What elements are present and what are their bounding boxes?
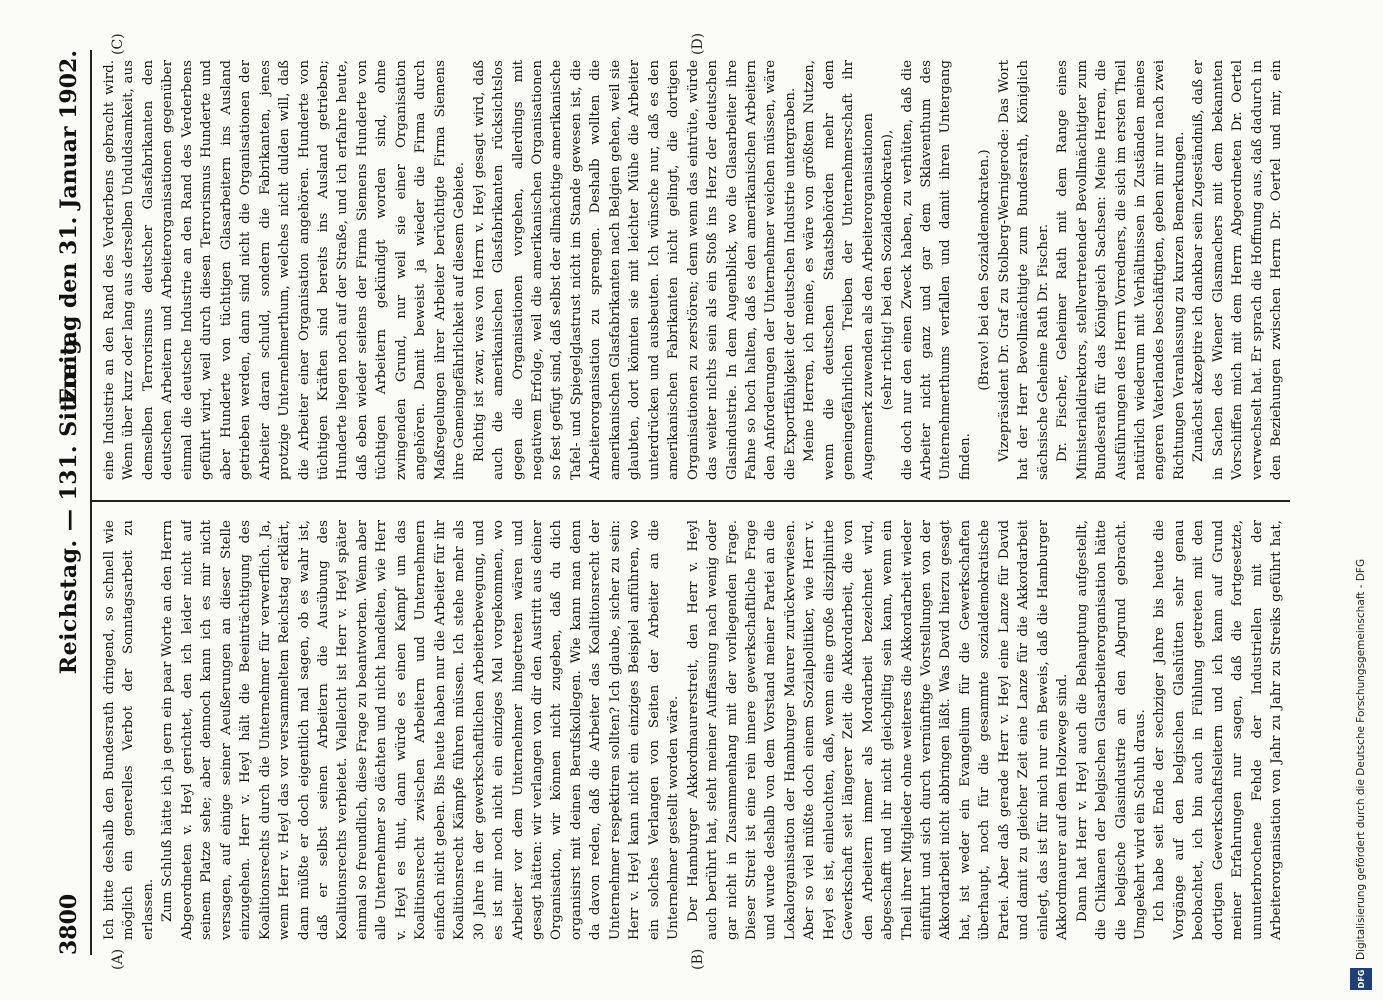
speaker-paragraph: Dr. Fischer, Geheimer Rath mit dem Range eines Ministerialdirektors, stellvertretender Bevollmächtigter zum Bundesrath für das Königreich Sachsen: Meine Herren, die Ausführungen des Herrn Vorredners, die sich im ersten Theil natürlich wiederum mit Verhältnissen in Zuständen meines engeren Vaterlandes beschäftigten, geben mir nur nach zwei Richtungen Veranlassung zu kurzen Bemerkungen. [1055,60,1187,480]
paragraph: Dann hat Herr v. Heyl auch die Behauptung aufgestellt, die Chikanen der belgischen Glasarbeiterorganisation hätte die belgische Glasindustrie an den Abgrund gebracht. Umgekehrt wird ein Schuh draus. [1074,520,1149,940]
page-header [48,50,88,955]
session-title: Reichstag. — 131. Sitzung. [56,330,82,675]
paragraph: Zunächst akzeptire ich dankbar sein Zugeständniß, daß er in Sachen des Wiener Glasmachers mit dem bekannten Vorschiffen mich mit dem Herrn Abgeordneten Dr. Oertel verwechselt hat. Er sprach die Hoffnung aus, daß dadurch in den Beziehungen zwischen Herrn Dr. Oertel und mir, ein [1191,60,1285,480]
left-column [100,520,1290,940]
paragraph: die doch nur den einen Zweck haben, zu verhüten, daß die Arbeiter nicht ganz und gar dem Sklaventhum des Unternehmerthums verfallen und damit ihren Untergang finden. [899,60,973,480]
speaker-paragraph: Vizepräsident Dr. Graf zu Stolberg-Wernigerode: Das Wort hat der Herr Bevollmächtigte zum Bundesrath, Königlich sächsische Geheime Rath Dr. Fischer. [996,60,1051,480]
paragraph: eine Industrie an den Rand des Verderbens gebracht wird. Wenn über kurz oder lang aus derselben Unduldsamkeit, aus demselben Terrorismus deutscher Glasfabrikanten den deutschen Arbeitern und Arbeiterorganisationen gegenüber einmal die deutsche Industrie an den Rand des Verderbens geführt wird, weil durch diesen Terrorismus Hunderte und aber Hunderte von tüchtigen Glasarbeitern ins Ausland getrieben werden, dann sind nicht die Organisationen der Arbeiter daran schuld, sondern die Fabrikanten, jenes protzige Unternehmerthum, welches nicht dulden will, daß die Arbeiter einer Organisation angehören. Hunderte von tüchtigen Kräften sind bereits ins Ausland getrieben; Hunderte liegen noch auf der Straße, und ich erfahre heute, daß eben wieder seitens der Firma Siemens Hunderte von tüchtigen Arbeitern gekündigt worden sind, ohne zwingenden Grund, nur weil sie einer Organisation angehören. Damit beweist ja wieder die Firma durch Maßregelungen ihrer Arbeiter berüchtigte Firma Siemens ihre Gemeingefährlichkeit auf diesem Gebiete. [102,60,468,480]
margin-letter-d: (D) [690,32,706,55]
right-column [100,60,1290,480]
interjection: (Bravo! bei den Sozialdemokraten.) [977,149,993,391]
digitization-credit: Digitalisierung gefördert durch die Deutsche Forschungsgemeinschaft - DFG [1355,558,1367,960]
page-number: 3800 [56,893,82,955]
paragraph: Richtig ist zwar, was von Herrn v. Heyl gesagt wird, daß auch die amerikanischen Glasfabrikanten rücksichtslos gegen die Organisationen vorgehen, allerdings mit negativem Erfolge, weil die amerikanischen Organisationen so fest gefügt sind, daß selbst der allmächtige amerikanische Tafel- und Spiegelglastrust nicht im Stande gewesen ist, die Arbeiterorganisation zu sprengen. Deshalb wollten die amerikanischen Glasfabrikanten nach Belgien gehen, weil sie glaubten, dort könnten sie mit leichter Mühe die Arbeiter unterdrücken und ausbeuten. Ich wünsche nur, daß es den amerikanischen Fabrikanten nicht gelingt, die dortigen Organisationen zu zerstören; denn wenn das eintrüte, würde das weiter nichts sein als ein Stoß ins Herz der deutschen Glasindustrie. In dem Augenblick, wo die Glasarbeiter ihre Fahne so hoch halten, daß es den amerikanischen Arbeitern den Anforderungen der Unternehmer weichen müssen, wäre die Exportfähigkeit der deutschen Industrie untergraben. [471,60,798,480]
paragraph: Meine Herren, ich meine, es wäre von größtem Nutzen, wenn die deutschen Staatsbehörden mehr dem gemeingefährlichen Treiben der Unternehmerschaft ihr Augenmerk zuwenden als den Arbeiterorganisationen [802,60,876,480]
paragraph: Der Hamburger Akkordmaurerstreit, den Herr v. Heyl auch berührt hat, steht meiner Auffassung nach wenig oder gar nicht in Zusammenhang mit der vorliegenden Frage. Dieser Streit ist eine rein innere gewerkschaftliche Frage und wurde deshalb von dem Vorstand meiner Partei an die Lokalorganisation der Hamburger Maurer zurückverwiesen. Aber so viel müßte doch einem Sozialpolitiker, wie Herr v. Heyl es ist, einleuchten, daß, wenn eine große disziplinirte Gewerkschaft seit längerer Zeit die Akkordarbeit, die von den Arbeitern immer als Mordarbeit bezeichnet wird, abgeschafft und ihr nicht gleichgiltig sein kann, wenn ein Theil ihrer Mitglieder ohne weiteres die Akkordarbeit wieder einführt und sich durch vernünftige Vorstellungen von der Akkordarbeit nicht abbringen läßt. Was David hierzu gesagt hat, ist weder ein Evangelium für die Gewerkschaften überhaupt, noch für die gesammte sozialdemokratische Partei. Aber daß gerade Herr v. Heyl eine Lanze für David und damit zu gleicher Zeit eine Lanze für die Akkordarbeit einlegt, das ist für mich nur ein Beweis, daß die Hamburger Akkordmaurer auf dem Holzwege sind. [685,520,1071,940]
column-rule [90,501,1290,503]
margin-letter-b: (B) [690,948,706,970]
paragraph: Ich habe seit Ende der sechziger Jahre bis heute die Vorgänge auf den belgischen Glashütten sehr genau beobachtet, ich bin auch in Fühlung getreten mit den dortigen Gewerkschaftsleitern und ich kann auf Grund meiner Erfahrungen nur sagen, daß die fortgesetzte, ununterbrochene Fehde der Industriellen mit der Arbeiterorganisation von Jahr zu Jahr zu Streiks geführt hat, [1152,520,1285,940]
dfg-logo: DFG [1350,968,1372,990]
margin-letter-c: (C) [110,33,126,55]
header-rule [90,50,92,955]
margin-letter-a: (A) [110,948,126,970]
date-line: Freitag den 31. Januar 1902. [56,50,82,405]
paragraph: Zum Schluß hätte ich ja gern ein paar Worte an den Herrn Abgeordneten v. Heyl gerichtet, den ich leider nicht auf seinem Platze sehe; aber dennoch kann ich es mir nicht versagen, auf einige seiner Aeußerungen an dieser Stelle einzugehen. Herr v. Heyl hält die Beeinträchtigung des Koalitionsrechts durch die Unternehmer für verwerflich. Ja, wenn Herr v. Heyl das vor versammeltem Reichstag erklärt, dann müßte er doch eigentlich mal sagen, ob es wahr ist, daß er selbst seinen Arbeitern die Ausübung des Koalitionsrechts verbietet. Vielleicht ist Herr v. Heyl später einmal so freundlich, diese Frage zu beantworten. Wenn aber alle Unternehmer so dächten und nicht handelten, wie Herr v. Heyl es thut, dann würde es einen Kampf um das Koalitionsrecht zwischen Arbeitern und Unternehmern einfach nicht geben. Bis heute haben nur die Arbeiter für ihr Koalitionsrecht Kämpfe führen müssen. Ich stehe mehr als 30 Jahre in der gewerkschaftlichen Arbeiterbewegung, und es ist mir noch nicht ein einziges Mal vorgekommen, wo Arbeiter vor dem Unternehmer hingetreten wären und gesagt hätten: wir verlangen von dir den Austritt aus deiner Organisation, wir können nicht zugeben, daß du dich organisirst mit deinen Berufskollegen. Wie kann man denn da davon reden, daß die Arbeiter das Koalitionsrecht der Unternehmer respektiren sollten? Ich glaube, sicher zu sein: Herr v. Heyl kann nicht ein einziges Beispiel anführen, wo ein solches Verlangen von Seiten der Arbeiter an die Unternehmer gestellt worden wäre. [160,520,682,940]
interjection: (sehr richtig! bei den Sozialdemokraten), [880,129,896,411]
paragraph: Ich bitte deshalb den Bundesrath dringend, so schnell wie möglich ein generelles Verbot der Sonntagsarbeit zu erlassen. [102,520,156,940]
